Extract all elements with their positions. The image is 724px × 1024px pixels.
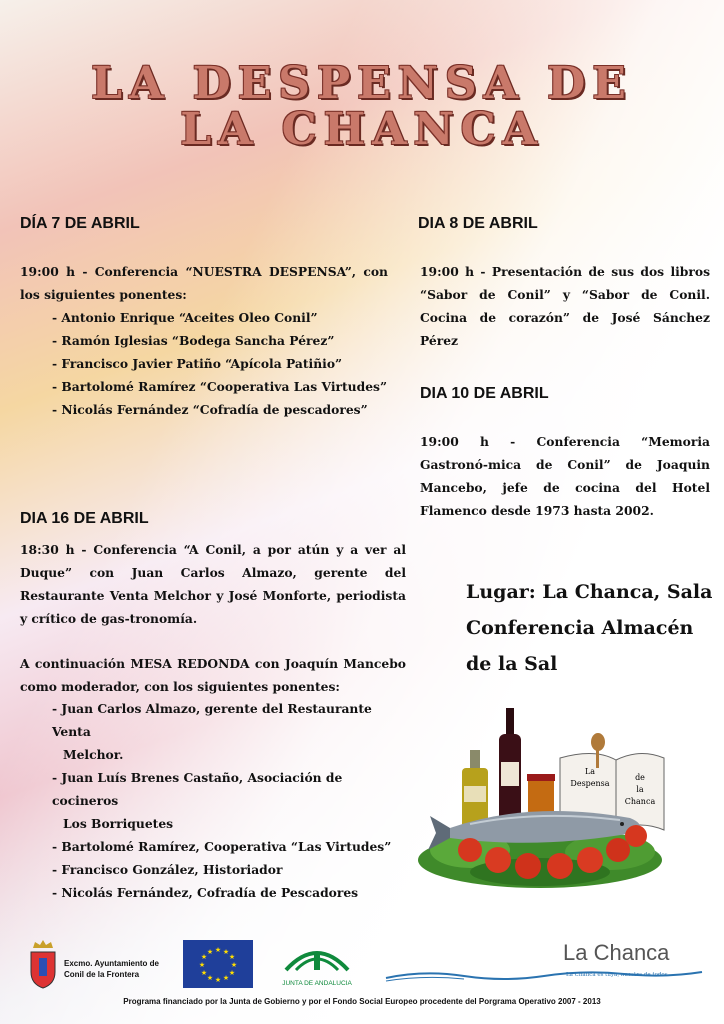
- book-text-line3: de: [635, 773, 645, 782]
- ayuntamiento-label: [64, 958, 159, 980]
- day16-mesa-intro: A continuación MESA REDONDA con Joaquín Mancebo como moderador, con los siguientes ponentes:: [20, 656, 406, 694]
- svg-text:★: ★: [214, 976, 222, 984]
- list-item: - Juan Luís Brenes Castaño, Asociación de cocineros: [52, 770, 343, 808]
- junta-andalucia-logo: [280, 940, 354, 988]
- day7-speaker-list: [20, 306, 400, 421]
- svg-text:★: ★: [214, 946, 222, 954]
- day8-heading: DIA 8 DE ABRIL: [418, 215, 538, 232]
- list-item: - Francisco Javier Patiño “Apícola Patiñio”: [52, 356, 343, 371]
- list-item: - Antonio Enrique “Aceites Oleo Conil”: [52, 310, 318, 325]
- svg-text:★: ★: [200, 969, 208, 977]
- svg-text:★: ★: [198, 961, 206, 969]
- conil-coat-of-arms-icon: [28, 938, 58, 990]
- list-item: - Nicolás Fernández, Cofradía de Pescadores: [52, 885, 359, 900]
- lachanca-tagline: La Chanca es tuya, nuestra de todos: [566, 972, 668, 978]
- venue-line3: de la Sal: [466, 653, 558, 675]
- list-item: - Bartolomé Ramírez, Cooperativa “Las Virtudes”: [52, 839, 392, 854]
- pantry-illustration: [410, 700, 680, 900]
- ayuntamiento-line1: Excmo. Ayuntamiento de: [64, 959, 159, 968]
- book-text-line2: Despensa: [570, 779, 610, 788]
- poster-title-line1: LA DESPENSA DE: [91, 58, 633, 109]
- funding-note: Programa financiado por la Junta de Gobierno y por el Fondo Social Europeo procedente del Porgrama Operativo 2007 - 2013: [123, 997, 601, 1006]
- day10-heading: DIA 10 DE ABRIL: [420, 385, 549, 402]
- book-text-line4: la: [636, 785, 644, 794]
- ayuntamiento-line2: Conil de la Frontera: [64, 970, 140, 979]
- svg-text:★: ★: [206, 948, 214, 956]
- svg-text:★: ★: [230, 961, 238, 969]
- svg-text:★: ★: [200, 953, 208, 961]
- poster-title-line2: LA CHANCA: [180, 104, 544, 155]
- day8-text: 19:00 h - Presentación de sus dos libros “Sabor de Conil” y “Sabor de Conil. Cocina de corazón” de José Sánchez Pérez: [420, 264, 710, 348]
- eu-flag-icon: [183, 940, 253, 988]
- list-item: - Nicolás Fernández “Cofradía de pescadores”: [52, 402, 368, 417]
- day16-text: 18:30 h - Conferencia “A Conil, a por atún y a ver al Duque” con Juan Carlos Almazo, gerente del Restaurante Venta Melchor y José Monforte, periodista y crítico de gas-tronomía.: [20, 542, 406, 626]
- svg-text:★: ★: [228, 953, 236, 961]
- day16-speaker-list: [20, 697, 410, 904]
- day10-text: 19:00 h - Conferencia “Memoria Gastronó-mica de Conil” de Joaquin Mancebo, jefe de cocina del Hotel Flamenco desde 1973 hasta 2002.: [420, 434, 710, 518]
- list-item-continuation: Los Borriquetes: [63, 816, 174, 831]
- venue-line2: Conferencia Almacén: [466, 617, 694, 639]
- junta-emblem-icon: [280, 940, 354, 974]
- lachanca-logo-text: La Chanca: [563, 940, 670, 965]
- svg-text:★: ★: [206, 974, 214, 982]
- junta-label: JUNTA DE ANDALUCIA: [282, 980, 352, 987]
- list-item-continuation: Melchor.: [63, 747, 124, 762]
- list-item: - Francisco González, Historiador: [52, 862, 283, 877]
- svg-text:★: ★: [228, 969, 236, 977]
- book-text-line5: Chanca: [624, 797, 656, 806]
- svg-text:★: ★: [222, 948, 230, 956]
- venue-line1: Lugar: La Chanca, Sala: [466, 581, 713, 603]
- list-item: - Bartolomé Ramírez “Cooperativa Las Virtudes”: [52, 379, 388, 394]
- honey-jar-icon: [527, 774, 555, 814]
- venue-block: [466, 574, 716, 682]
- list-item: - Ramón Iglesias “Bodega Sancha Pérez”: [52, 333, 335, 348]
- book-text-line1: La: [584, 767, 596, 776]
- svg-text:★: ★: [222, 974, 230, 982]
- day7-heading: DÍA 7 DE ABRIL: [20, 215, 140, 232]
- wine-bottle-icon: [499, 708, 521, 824]
- day16-heading: DIA 16 DE ABRIL: [20, 510, 149, 527]
- day7-intro: 19:00 h - Conferencia “NUESTRA DESPENSA”, con los siguientes ponentes:: [20, 264, 388, 302]
- list-item: - Juan Carlos Almazo, gerente del Restaurante Venta: [52, 701, 372, 739]
